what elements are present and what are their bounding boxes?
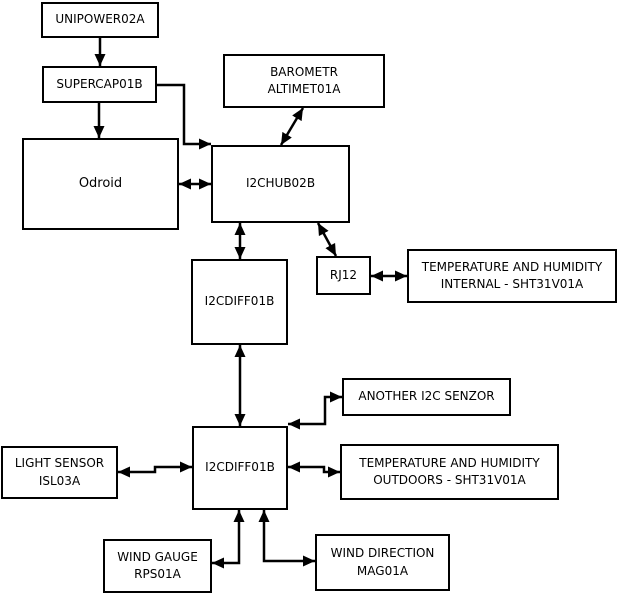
node-rj12 (316, 256, 371, 295)
node-label: TEMPERATURE AND HUMIDITY (359, 455, 540, 470)
node-i2chub02b (211, 145, 350, 223)
node-label: BAROMETR (270, 64, 338, 79)
node-i2cdiff01b-lower (192, 426, 288, 510)
node-label: OUTDOORS - SHT31V01A (373, 473, 526, 487)
node-i2cdiff01b-upper (191, 259, 288, 345)
node-unipower02a (41, 2, 159, 38)
connector-barometr-i2chub (281, 108, 303, 145)
node-label: WIND GAUGE (117, 549, 198, 564)
node-label: RPS01A (134, 567, 181, 581)
node-light-sensor-isl03a (1, 446, 118, 499)
node-label: Odroid (78, 175, 123, 191)
node-temperature-humidity-internal (407, 249, 617, 303)
node-label: INTERNAL - SHT31V01A (440, 277, 584, 291)
node-label: I2CDIFF01B (205, 460, 275, 475)
node-another-i2c-senzor (342, 378, 511, 416)
node-label: I2CDIFF01B (204, 294, 275, 309)
connector-wind-direction-i2cdiff (264, 510, 315, 561)
connector-wind-gauge-i2cdiff (212, 510, 239, 563)
node-temperature-humidity-outdoors (340, 444, 559, 500)
node-wind-gauge-rps01a (103, 539, 212, 593)
node-wind-direction-mag01a (315, 534, 450, 591)
node-odroid (22, 138, 179, 230)
node-label: I2CHUB02B (245, 176, 316, 191)
node-label: SUPERCAP01B (56, 76, 143, 91)
node-label: RJ12 (329, 267, 358, 282)
node-label: ALTIMET01A (267, 82, 341, 96)
connector-supercap-to-i2chub (157, 85, 211, 144)
node-supercap01b (42, 66, 157, 103)
node-label: UNIPOWER02A (55, 12, 145, 27)
connector-i2chub-rj12 (318, 223, 336, 256)
connector-i2cdiff-temp-outdoors (288, 467, 340, 472)
node-label: TEMPERATURE AND HUMIDITY (421, 259, 603, 274)
node-label: MAG01A (356, 563, 409, 578)
node-label: ISL03A (38, 473, 81, 488)
connector-i2cdiff-another-sensor (288, 397, 342, 424)
connector-light-sensor-i2cdiff (118, 467, 192, 472)
node-label: ANOTHER I2C SENZOR (358, 389, 495, 404)
node-barometr-altimet01a (223, 54, 385, 108)
node-label: WIND DIRECTION (330, 546, 435, 561)
node-label: LIGHT SENSOR (14, 456, 105, 471)
